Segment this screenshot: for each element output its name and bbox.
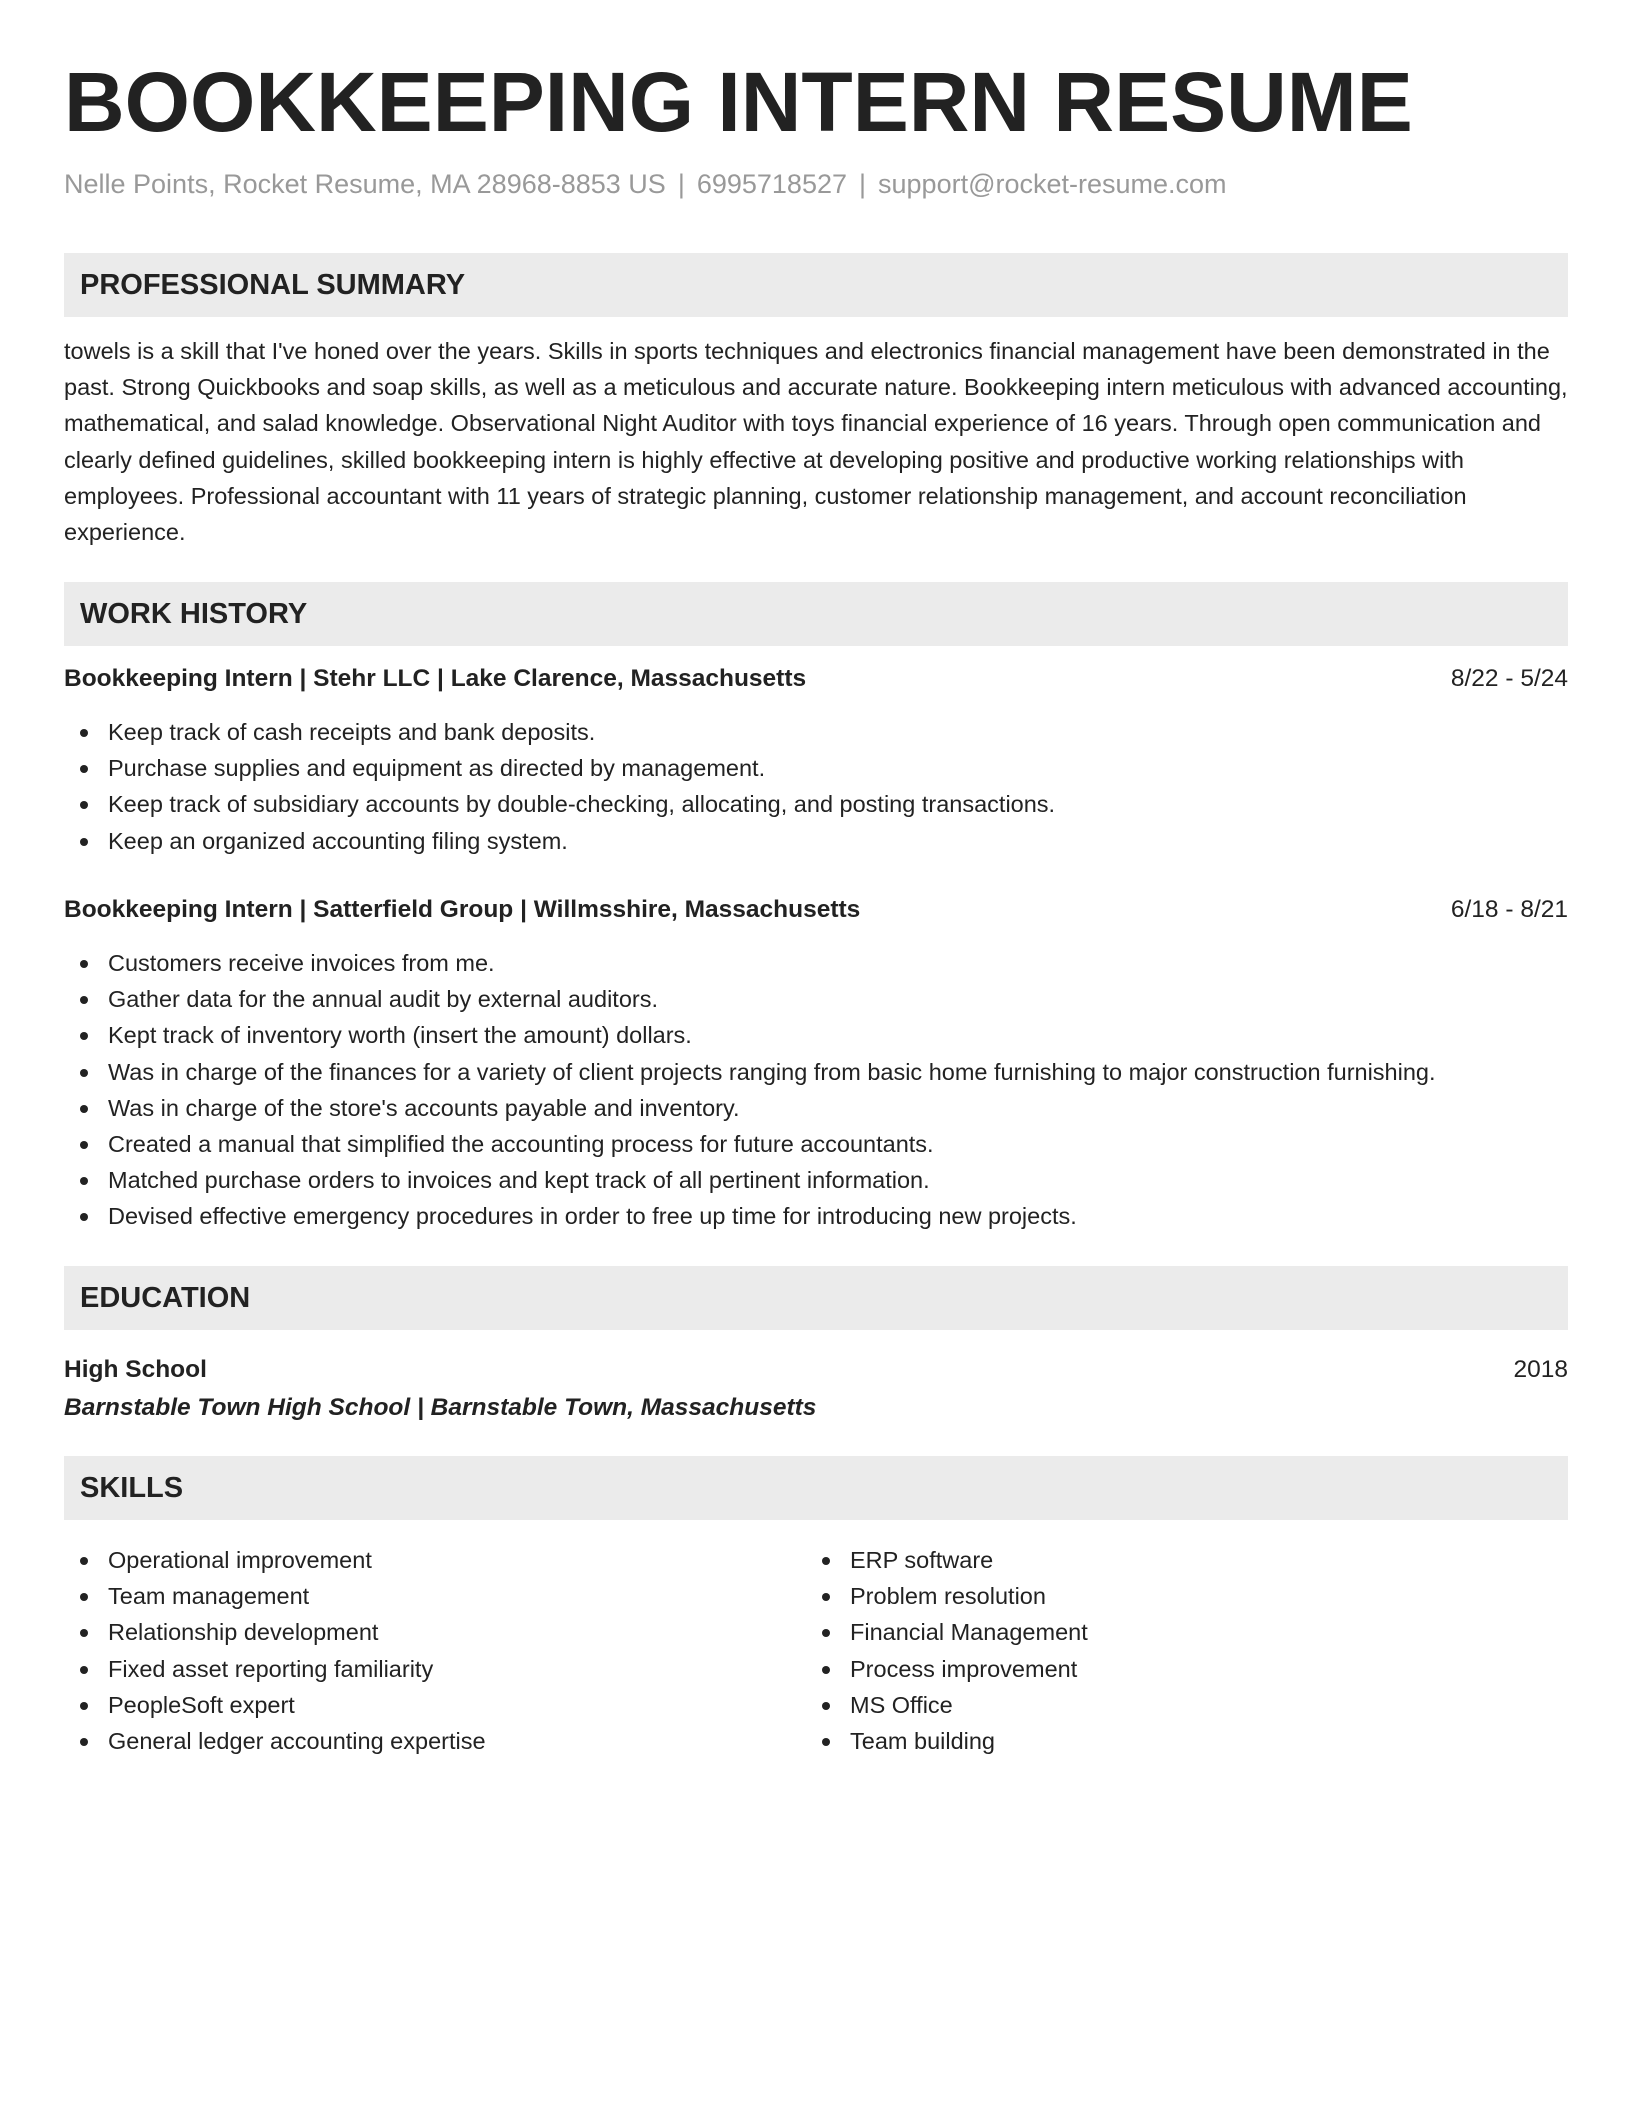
- section-heading-work: WORK HISTORY: [64, 582, 1568, 646]
- skill-item: Relationship development: [64, 1614, 486, 1650]
- contact-separator: |: [677, 169, 685, 199]
- education-degree: High School: [64, 1356, 207, 1383]
- section-heading-education: EDUCATION: [64, 1266, 1568, 1330]
- contact-email: support@rocket-resume.com: [878, 169, 1227, 199]
- contact-address: Nelle Points, Rocket Resume, MA 28968-8853 US: [64, 169, 666, 199]
- list-item: Matched purchase orders to invoices and kept track of all pertinent information.: [64, 1162, 1568, 1198]
- list-item: Was in charge of the finances for a variety of client projects ranging from basic home furnishing to major construction furnishing.: [64, 1054, 1568, 1090]
- skill-item: Financial Management: [806, 1614, 1088, 1650]
- skill-item: Fixed asset reporting familiarity: [64, 1651, 486, 1687]
- skill-item: Team management: [64, 1578, 486, 1614]
- list-item: Customers receive invoices from me.: [64, 945, 1568, 981]
- list-item: Kept track of inventory worth (insert the amount) dollars.: [64, 1017, 1568, 1053]
- skill-item: Operational improvement: [64, 1542, 486, 1578]
- list-item: Keep an organized accounting filing system.: [64, 823, 1568, 859]
- list-item: Purchase supplies and equipment as directed by management.: [64, 750, 1568, 786]
- contact-phone: 6995718527: [696, 169, 847, 199]
- section-heading-skills: SKILLS: [64, 1456, 1568, 1520]
- job-dates: 6/18 - 8/21: [1450, 896, 1568, 923]
- skill-item: PeopleSoft expert: [64, 1687, 486, 1723]
- list-item: Keep track of cash receipts and bank deposits.: [64, 714, 1568, 750]
- job-bullets: [64, 714, 1568, 859]
- job-bullets: [64, 945, 1568, 1235]
- list-item: Was in charge of the store's accounts payable and inventory.: [64, 1090, 1568, 1126]
- resume-title: BOOKKEEPING INTERN RESUME: [64, 55, 1413, 149]
- contact-separator: |: [859, 169, 867, 199]
- contact-line: [64, 166, 1227, 202]
- summary-paragraph: towels is a skill that I've honed over the years. Skills in sports techniques and electronics financial management have been demonstrated in the past. Strong Quickbooks and soap skills, as well as a meticulous and accurate nature. Bookkeeping intern meticulous with advanced accounting, mathematical, and salad knowledge. Observational Night Auditor with toys financial experience of 16 years. Through open communication and clearly defined guidelines, skilled bookkeeping intern is highly effective at developing positive and productive working relationships with employees. Professional accountant with 11 years of strategic planning, customer relationship management, and account reconciliation experience.: [64, 338, 1568, 546]
- section-heading-summary: PROFESSIONAL SUMMARY: [64, 253, 1568, 317]
- job-title: Bookkeeping Intern | Stehr LLC | Lake Clarence, Massachusetts: [64, 665, 807, 692]
- education-year: 2018: [1513, 1356, 1568, 1383]
- skill-item: ERP software: [806, 1542, 1088, 1578]
- list-item: Gather data for the annual audit by external auditors.: [64, 981, 1568, 1017]
- skill-item: MS Office: [806, 1687, 1088, 1723]
- job-title: Bookkeeping Intern | Satterfield Group | Willmsshire, Massachusetts: [64, 896, 861, 923]
- skills-list-right: [806, 1542, 1088, 1759]
- list-item: Devised effective emergency procedures in order to free up time for introducing new projects.: [64, 1198, 1568, 1234]
- job-dates: 8/22 - 5/24: [1450, 665, 1568, 692]
- skill-item: Team building: [806, 1723, 1088, 1759]
- skills-list-left: [64, 1542, 486, 1759]
- list-item: Created a manual that simplified the accounting process for future accountants.: [64, 1126, 1568, 1162]
- education-school: Barnstable Town High School | Barnstable Town, Massachusetts: [64, 1394, 817, 1421]
- skill-item: Problem resolution: [806, 1578, 1088, 1614]
- list-item: Keep track of subsidiary accounts by double-checking, allocating, and posting transactions.: [64, 786, 1568, 822]
- skill-item: General ledger accounting expertise: [64, 1723, 486, 1759]
- skill-item: Process improvement: [806, 1651, 1088, 1687]
